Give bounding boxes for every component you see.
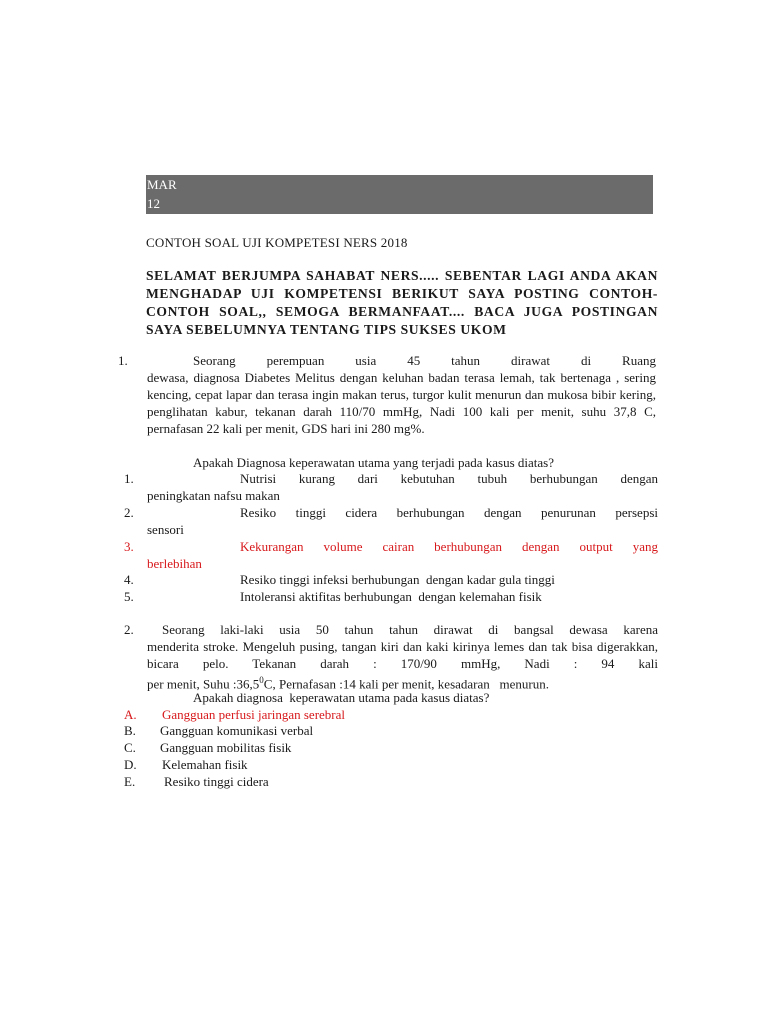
degree-superscript: 0	[259, 675, 264, 685]
q2-option-e-text: Resiko tinggi cidera	[164, 774, 269, 789]
q2-option-e-letter: E.	[124, 774, 136, 789]
q1-option-2-number: 2.	[124, 505, 134, 520]
q2-option-c-letter: C.	[124, 740, 136, 755]
q1-option-3-rest: berlebihan	[147, 556, 202, 571]
date-band	[146, 175, 653, 214]
q1-option-2-first: Resiko tinggi cidera berhubungan dengan penurunan persepsi	[240, 505, 658, 520]
question-1-stem-first-line: Seorang perempuan usia 45 tahun dirawat di Ruang	[193, 353, 656, 368]
intro-paragraph: SELAMAT BERJUMPA SAHABAT NERS..... SEBENTAR LAGI ANDA AKAN MENGHADAP UJI KOMPETENSI BERIKUT SAYA POSTING CONTOH-CONTOH SOAL,, SEMOGA BERMANFAAT.... BACA JUGA POSTINGAN SAYA SEBELUMNYA TENTANG TIPS SUKSES UKOM	[146, 268, 658, 337]
question-1-stem: dewasa, diagnosa Diabetes Melitus dengan keluhan badan terasa lemah, tak bertenaga , sering kencing, cepat lapar dan terasa ingin makan terus, turgor kulit menurun dan mukosa bibir kering, penglihatan kabur, tekanan darah 110/70 mmHg, Nadi 100 kali per menit, suhu 37,8 C, pernafasan 22 kali per menit, GDS hari ini 280 mg%.	[147, 370, 656, 436]
question-2-stem-last-a: per menit, Suhu :36,5	[147, 676, 260, 692]
q2-option-b-text: Gangguan komunikasi verbal	[160, 723, 314, 738]
question-2-number: 2.	[124, 622, 134, 637]
q2-option-c-text: Gangguan mobilitas fisik	[160, 740, 292, 755]
q1-option-4-text: Resiko tinggi infeksi berhubungan dengan kadar gula tinggi	[240, 572, 555, 587]
question-2-stem: menderita stroke. Mengeluh pusing, tangan kiri dan kaki kirinya lemes dan tak bisa digerakkan, bicara pelo. Tekanan darah : 170/90 mmHg, Nadi : 94 kali	[147, 639, 658, 671]
q2-option-d-text: Kelemahan fisik	[162, 757, 248, 772]
date-day: 12	[147, 196, 160, 211]
q1-option-1-number: 1.	[124, 471, 134, 486]
post-title: CONTOH SOAL UJI KOMPETESI NERS 2018	[146, 235, 408, 250]
q1-option-3-number: 3.	[124, 539, 134, 554]
q1-option-3-first: Kekurangan volume cairan berhubungan dengan output yang	[240, 539, 658, 554]
q2-option-a-letter: A.	[124, 707, 137, 722]
q2-option-b-letter: B.	[124, 723, 136, 738]
question-2-stem-last-b: C, Pernafasan :14 kali per menit, kesadaran menurun.	[263, 676, 549, 692]
q1-option-1-rest: peningkatan nafsu makan	[147, 488, 280, 503]
q1-option-1-first: Nutrisi kurang dari kebutuhan tubuh berhubungan dengan	[240, 471, 658, 486]
q1-option-5-number: 5.	[124, 589, 134, 604]
q1-option-4-number: 4.	[124, 572, 134, 587]
question-2-prompt: Apakah diagnosa keperawatan utama pada kasus diatas?	[193, 690, 490, 705]
question-1-number: 1.	[118, 353, 128, 368]
q1-option-2-rest: sensori	[147, 522, 184, 537]
date-month: MAR	[147, 177, 177, 192]
q2-option-a-text: Gangguan perfusi jaringan serebral	[162, 707, 346, 722]
question-1-prompt: Apakah Diagnosa keperawatan utama yang terjadi pada kasus diatas?	[193, 455, 554, 470]
question-2-stem-first-line: Seorang laki-laki usia 50 tahun tahun dirawat di bangsal dewasa karena	[162, 622, 658, 637]
q2-option-d-letter: D.	[124, 757, 137, 772]
q1-option-5-text: Intoleransi aktifitas berhubungan dengan kelemahan fisik	[240, 589, 542, 604]
